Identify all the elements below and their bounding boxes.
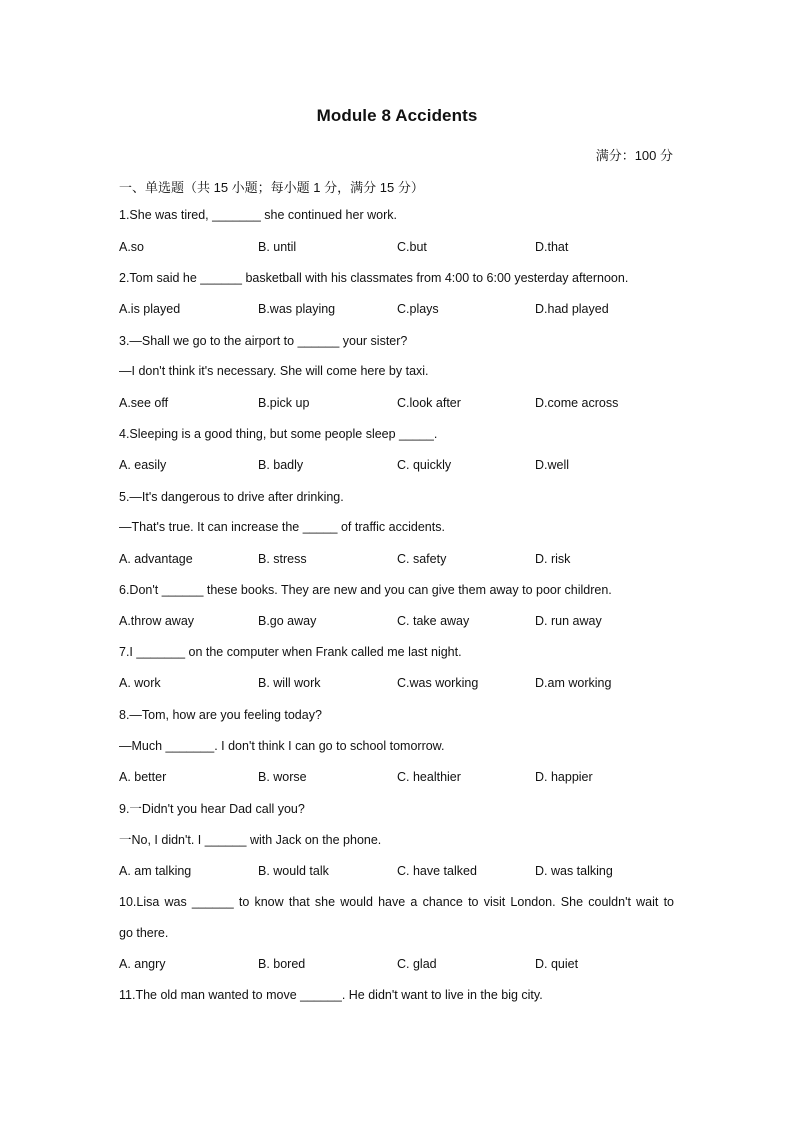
question-4-option-c: C. quickly	[397, 458, 452, 472]
question-8-option-d: D. happier	[535, 770, 593, 784]
question-7-option-c: C.was working	[397, 676, 479, 690]
question-9-option-d: D. was talking	[535, 864, 613, 878]
question-10-option-b: B. bored	[258, 957, 306, 971]
question-4-stem: 4.Sleeping is a good thing, but some people sleep _____.	[119, 427, 438, 441]
question-3-stem: 3.—Shall we go to the airport to ______ your sister?	[119, 334, 408, 348]
question-2-stem: 2.Tom said he ______ basketball with his classmates from 4:00 to 6:00 yesterday afternoon.	[119, 271, 629, 285]
question-2-option-a: A.is played	[119, 302, 181, 316]
question-3-reply: —I don't think it's necessary. She will come here by taxi.	[119, 364, 429, 378]
question-11-stem: 11.The old man wanted to move ______. He didn't want to live in the big city.	[119, 988, 543, 1002]
question-5-option-a: A. advantage	[119, 552, 193, 566]
question-5-stem: 5.—It's dangerous to drive after drinking.	[119, 490, 344, 504]
question-10-stem-continued: go there.	[119, 926, 169, 940]
section-heading: 一、单选题（共 15 小题；每小题 1 分，满分 15 分）	[119, 180, 424, 195]
question-2-option-b: B.was playing	[258, 302, 336, 316]
question-9-stem: 9.一Didn't you hear Dad call you?	[119, 802, 305, 816]
question-6-stem: 6.Don't ______ these books. They are new and you can give them away to poor children.	[119, 583, 612, 597]
total-score: 满分：100 分	[595, 148, 673, 163]
question-10-stem: 10.Lisa was ______ to know that she would have a chance to visit London. She couldn't wait to	[119, 895, 674, 909]
question-8-reply: —Much _______. I don't think I can go to school tomorrow.	[119, 739, 445, 753]
question-9-option-c: C. have talked	[397, 864, 477, 878]
question-8-option-c: C. healthier	[397, 770, 461, 784]
question-7-stem: 7.I _______ on the computer when Frank called me last night.	[119, 645, 462, 659]
question-7-option-a: A. work	[119, 676, 161, 690]
question-1-option-c: C.but	[397, 240, 427, 254]
question-3-option-c: C.look after	[397, 396, 461, 410]
question-5-option-c: C. safety	[397, 552, 447, 566]
question-2-option-c: C.plays	[397, 302, 439, 316]
question-8-stem: 8.—Tom, how are you feeling today?	[119, 708, 322, 722]
page-title: Module 8 Accidents	[316, 106, 478, 125]
question-8-option-b: B. worse	[258, 770, 307, 784]
question-4-option-d: D.well	[535, 458, 570, 472]
question-5-option-d: D. risk	[535, 552, 571, 566]
question-6-option-d: D. run away	[535, 614, 602, 628]
question-3-option-a: A.see off	[119, 396, 169, 410]
question-7-option-b: B. will work	[258, 676, 321, 690]
question-3-option-b: B.pick up	[258, 396, 310, 410]
question-4-option-a: A. easily	[119, 458, 167, 472]
question-9-option-b: B. would talk	[258, 864, 329, 878]
question-9-reply: 一No, I didn't. I ______ with Jack on the phone.	[119, 833, 382, 847]
question-8-option-a: A. better	[119, 770, 167, 784]
question-1-option-a: A.so	[119, 240, 145, 254]
question-10-option-a: A. angry	[119, 957, 166, 971]
question-1-option-b: B. until	[258, 240, 297, 254]
question-10-option-d: D. quiet	[535, 957, 579, 971]
question-5-option-b: B. stress	[258, 552, 307, 566]
question-3-option-d: D.come across	[535, 396, 619, 410]
question-4-option-b: B. badly	[258, 458, 304, 472]
question-1-stem: 1.She was tired, _______ she continued her work.	[119, 208, 397, 222]
question-6-option-b: B.go away	[258, 614, 317, 628]
question-9-option-a: A. am talking	[119, 864, 192, 878]
question-2-option-d: D.had played	[535, 302, 609, 316]
question-6-option-c: C. take away	[397, 614, 470, 628]
question-10-option-c: C. glad	[397, 957, 437, 971]
question-7-option-d: D.am working	[535, 676, 612, 690]
question-6-option-a: A.throw away	[119, 614, 195, 628]
question-1-option-d: D.that	[535, 240, 569, 254]
question-5-reply: —That's true. It can increase the _____ of traffic accidents.	[119, 520, 445, 534]
